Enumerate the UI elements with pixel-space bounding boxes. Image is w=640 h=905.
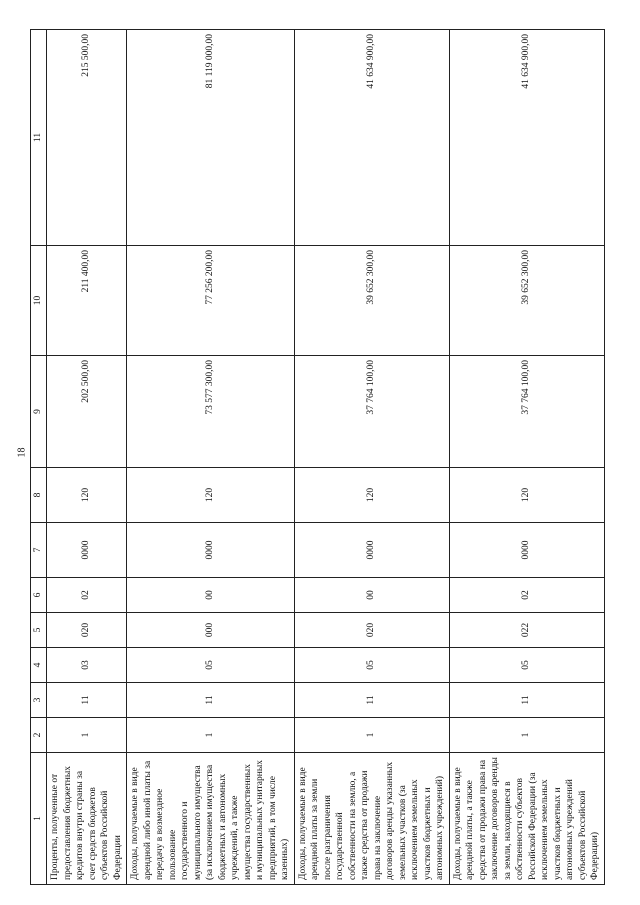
col-header: 9 — [31, 356, 47, 468]
cell-c5: 000 — [127, 613, 295, 648]
cell-c3: 11 — [294, 683, 449, 718]
cell-c4: 05 — [294, 648, 449, 683]
col-header: 3 — [31, 683, 47, 718]
cell-c6: 00 — [294, 578, 449, 613]
col-header: 2 — [31, 718, 47, 753]
cell-c7: 0000 — [449, 523, 604, 578]
column-number-row — [31, 30, 47, 885]
col-header: 1 — [31, 753, 47, 885]
cell-c2: 1 — [127, 718, 295, 753]
row-description: Доходы, получаемые в виде арендной либо иной платы за передачу в возмездное пользование государственного и муниципального имущества (за исключением имущества бюджетных и автономных учреждений, а также имущества государственных и муниципальных унитарных предприятий, в том числе казенных) — [127, 753, 295, 885]
col-header: 7 — [31, 523, 47, 578]
cell-c10: 211 400,00 — [47, 246, 127, 356]
col-header: 5 — [31, 613, 47, 648]
cell-c11: 81 119 000,00 — [127, 30, 295, 246]
row-description: Проценты, полученные от предоставления бюджетных кредитов внутри страны за счет средств бюджетов субъектов Российской Федерации — [47, 753, 127, 885]
page-number: 18 — [16, 447, 28, 458]
cell-c5: 020 — [47, 613, 127, 648]
revenue-table — [30, 29, 605, 885]
cell-c8: 120 — [127, 468, 295, 523]
cell-c8: 120 — [47, 468, 127, 523]
rotated-table-container — [30, 30, 600, 885]
cell-c11: 215 500,00 — [47, 30, 127, 246]
table-row — [449, 30, 604, 885]
cell-c5: 022 — [449, 613, 604, 648]
table-row — [127, 30, 295, 885]
cell-c8: 120 — [294, 468, 449, 523]
rotated-sheet — [30, 30, 600, 885]
cell-c6: 02 — [449, 578, 604, 613]
row-description: Доходы, получаемые в виде арендной платы за земли после разграничения государственной собственности на землю, а также средства от продажи права на заключение договоров аренды указанных земельных участков (за исключением земельных участков бюджетных и автономных учреждений) — [294, 753, 449, 885]
cell-c4: 05 — [449, 648, 604, 683]
table-row — [294, 30, 449, 885]
col-header: 6 — [31, 578, 47, 613]
cell-c7: 0000 — [47, 523, 127, 578]
cell-c4: 05 — [127, 648, 295, 683]
cell-c5: 020 — [294, 613, 449, 648]
cell-c9: 73 577 300,00 — [127, 356, 295, 468]
cell-c10: 77 256 200,00 — [127, 246, 295, 356]
cell-c11: 41 634 900,00 — [449, 30, 604, 246]
cell-c9: 37 764 100,00 — [294, 356, 449, 468]
cell-c6: 00 — [127, 578, 295, 613]
cell-c10: 39 652 300,00 — [294, 246, 449, 356]
col-header: 4 — [31, 648, 47, 683]
cell-c2: 1 — [449, 718, 604, 753]
col-header: 11 — [31, 30, 47, 246]
cell-c6: 02 — [47, 578, 127, 613]
col-header: 8 — [31, 468, 47, 523]
cell-c2: 1 — [294, 718, 449, 753]
cell-c4: 03 — [47, 648, 127, 683]
cell-c7: 0000 — [127, 523, 295, 578]
cell-c3: 11 — [449, 683, 604, 718]
col-header: 10 — [31, 246, 47, 356]
cell-c7: 0000 — [294, 523, 449, 578]
cell-c10: 39 652 300,00 — [449, 246, 604, 356]
cell-c8: 120 — [449, 468, 604, 523]
row-description: Доходы, получаемые в виде арендной платы, а также средства от продажи права на заключение договоров аренды за земли, находящиеся в собственности субъектов Российской Федерации (за исключением земельных участков бюджетных и автономных учреждений субъектов Российской Федерации) — [449, 753, 604, 885]
cell-c3: 11 — [47, 683, 127, 718]
table-row — [47, 30, 127, 885]
cell-c9: 37 764 100,00 — [449, 356, 604, 468]
cell-c11: 41 634 900,00 — [294, 30, 449, 246]
cell-c3: 11 — [127, 683, 295, 718]
cell-c2: 1 — [47, 718, 127, 753]
cell-c9: 202 500,00 — [47, 356, 127, 468]
